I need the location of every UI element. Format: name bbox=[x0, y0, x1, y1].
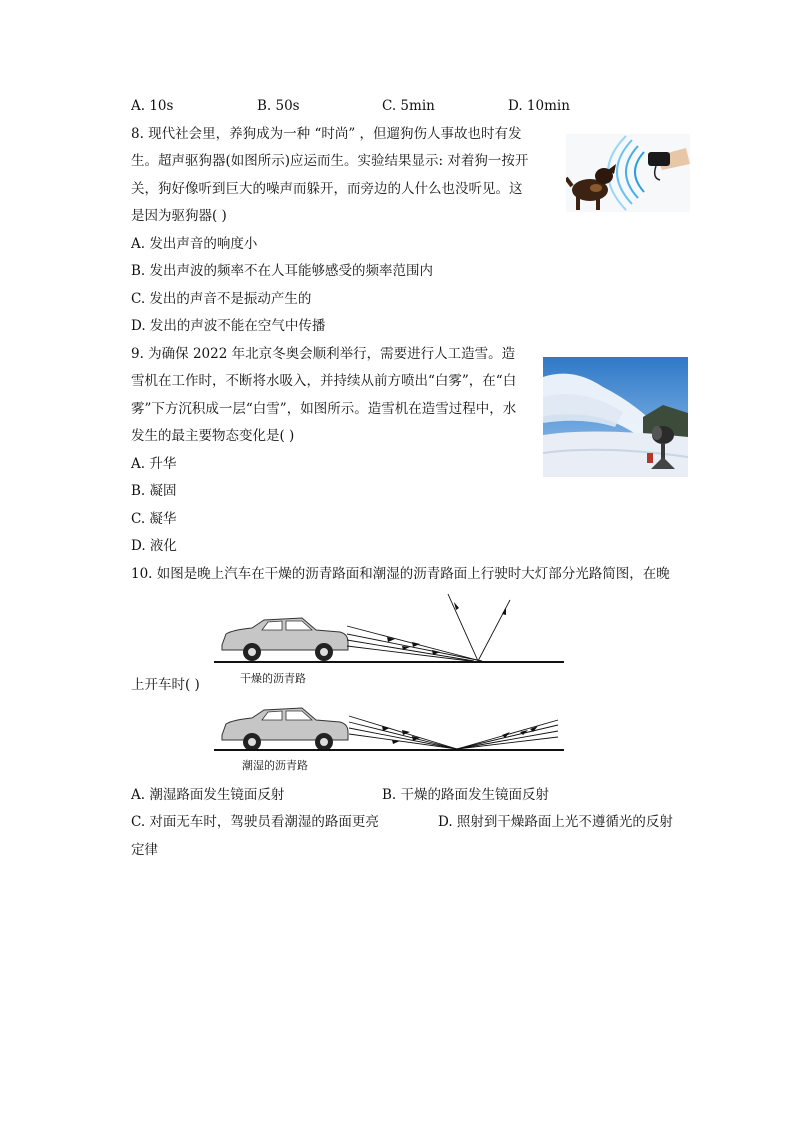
q8-stem-line-1: 8. 现代社会里，养狗成为一种 “时尚” ，但遛狗伤人事故也时有发 bbox=[131, 126, 522, 142]
q9-stem-line-3: 雾”下方沉积成一层“白雪”，如图所示。造雪机在造雪过程中，水 bbox=[131, 401, 517, 417]
q7-option-a: A. 10s bbox=[131, 98, 174, 114]
q10-option-d-continued: 定律 bbox=[131, 842, 158, 858]
q10-option-d: D. 照射到干燥路面上光不遵循光的反射 bbox=[438, 814, 673, 830]
q8-stem-line-3: 关，狗好像听到巨大的噪声而躲开，而旁边的人什么也没听见。这 bbox=[131, 181, 523, 197]
q8-option-c: C. 发出的声音不是振动产生的 bbox=[131, 291, 312, 307]
q9-option-c: C. 凝华 bbox=[131, 511, 177, 527]
caption-dry-road: 干燥的沥青路 bbox=[240, 672, 306, 685]
q9-stem-line-1: 9. 为确保 2022 年北京冬奥会顺利举行，需要进行人工造雪。造 bbox=[131, 346, 516, 362]
q8-option-d: D. 发出的声波不能在空气中传播 bbox=[131, 318, 326, 334]
car-dry-road bbox=[222, 618, 348, 661]
q9-stem-line-4: 发生的最主要物态变化是( ) bbox=[131, 428, 295, 444]
q9-option-b: B. 凝固 bbox=[131, 483, 177, 499]
snow-machine-photo bbox=[543, 357, 688, 477]
q9-stem-line-2: 雪机在工作时，不断将水吸入，并持续从前方喷出“白雾”，在“白 bbox=[131, 373, 517, 389]
q10-stem-line-2: 上开车时( ) bbox=[131, 677, 200, 693]
caption-wet-road: 潮湿的沥青路 bbox=[242, 759, 308, 772]
q7-option-d: D. 10min bbox=[508, 98, 570, 114]
q9-option-a: A. 升华 bbox=[131, 456, 177, 472]
q10-option-c: C. 对面无车时，驾驶员看潮湿的路面更亮 bbox=[131, 814, 379, 830]
q10-option-b: B. 干燥的路面发生镜面反射 bbox=[382, 787, 550, 803]
q8-stem-line-4: 是因为驱狗器( ) bbox=[131, 208, 227, 224]
ultrasonic-dog-repeller-photo bbox=[566, 134, 690, 212]
q10-option-a: A. 潮湿路面发生镜面反射 bbox=[131, 787, 285, 803]
q8-option-b: B. 发出声波的频率不在人耳能够感受的频率范围内 bbox=[131, 263, 434, 279]
q9-option-d: D. 液化 bbox=[131, 538, 177, 554]
q10-stem-line-1: 10. 如图是晚上汽车在干燥的沥青路面和潮湿的沥青路面上行驶时大灯部分光路简图，在晚 bbox=[131, 566, 670, 582]
car-wet-road bbox=[222, 708, 348, 751]
q8-option-a: A. 发出声音的响度小 bbox=[131, 236, 258, 252]
q7-option-b: B. 50s bbox=[257, 98, 300, 114]
q8-stem-line-2: 生。超声驱狗器(如图所示)应运而生。实验结果显示: 对着狗一按开 bbox=[131, 153, 529, 169]
q7-option-c: C. 5min bbox=[382, 98, 435, 114]
